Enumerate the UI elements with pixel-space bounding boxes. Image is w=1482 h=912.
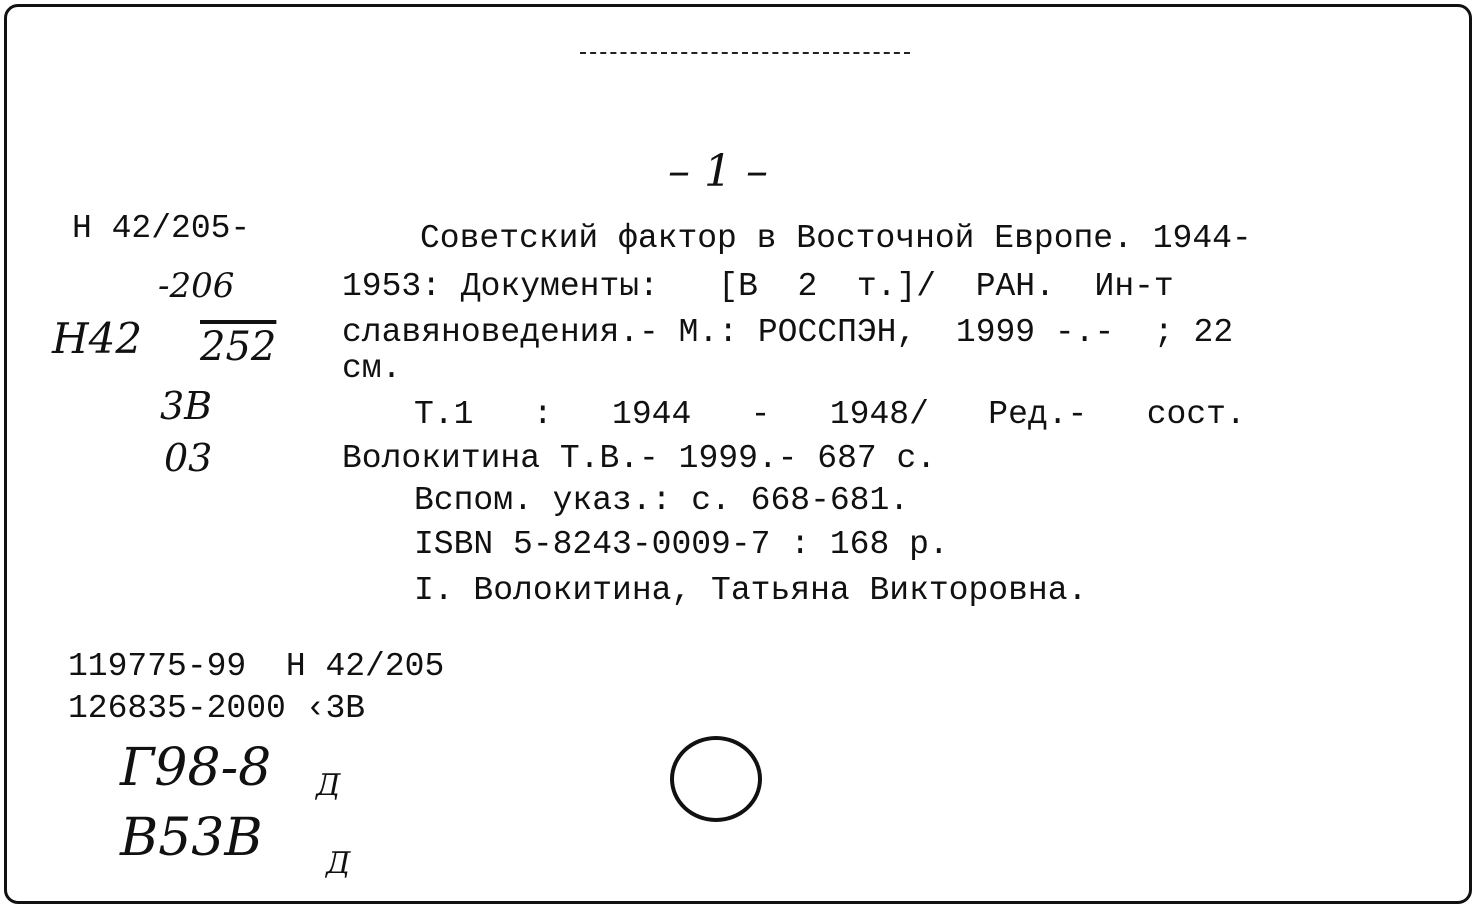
handwritten-shelf-prefix: Н42 <box>52 314 143 363</box>
body-line-4: см. <box>342 350 402 387</box>
handwritten-bottom-sub-1: Д <box>316 768 341 803</box>
body-line-2: 1953: Документы: [В 2 т.]/ РАН. Ин-т <box>342 268 1174 305</box>
body-line-9: I. Волокитина, Татьяна Викторовна. <box>414 572 1088 609</box>
accession-line-1: 119775-99 Н 42/205 <box>68 648 445 685</box>
punch-hole <box>670 736 762 822</box>
page-number: – 1 – <box>668 146 768 197</box>
handwritten-code-2: 03 <box>164 436 213 480</box>
handwritten-bottom-sub-2: Д <box>326 846 351 881</box>
handwritten-range-end: -206 <box>158 266 235 306</box>
body-line-8: ISBN 5-8243-0009-7 : 168 р. <box>414 526 949 563</box>
body-line-3: славяноведения.- М.: РОССПЭН, 1999 -.- ; 22 <box>342 314 1234 351</box>
body-line-1: Советский фактор в Восточной Европе. 1944- <box>420 220 1252 257</box>
accession-line-2: 126835-2000 ‹3В <box>68 690 366 727</box>
shelfmark: H 42/205- <box>72 210 251 247</box>
handwritten-code-1: 3В <box>160 384 213 428</box>
body-line-5: Т.1 : 1944 - 1948/ Ред.- сост. <box>414 396 1246 433</box>
handwritten-bottom-line-2: В53В <box>120 808 263 868</box>
handwritten-shelf-number: 252 <box>200 324 277 370</box>
handwritten-bottom-line-1: Г98-8 <box>120 738 272 798</box>
body-line-6: Волокитина Т.В.- 1999.- 687 с. <box>342 440 937 477</box>
body-line-7: Вспом. указ.: с. 668-681. <box>414 482 910 519</box>
top-dashed-rule <box>580 52 910 54</box>
